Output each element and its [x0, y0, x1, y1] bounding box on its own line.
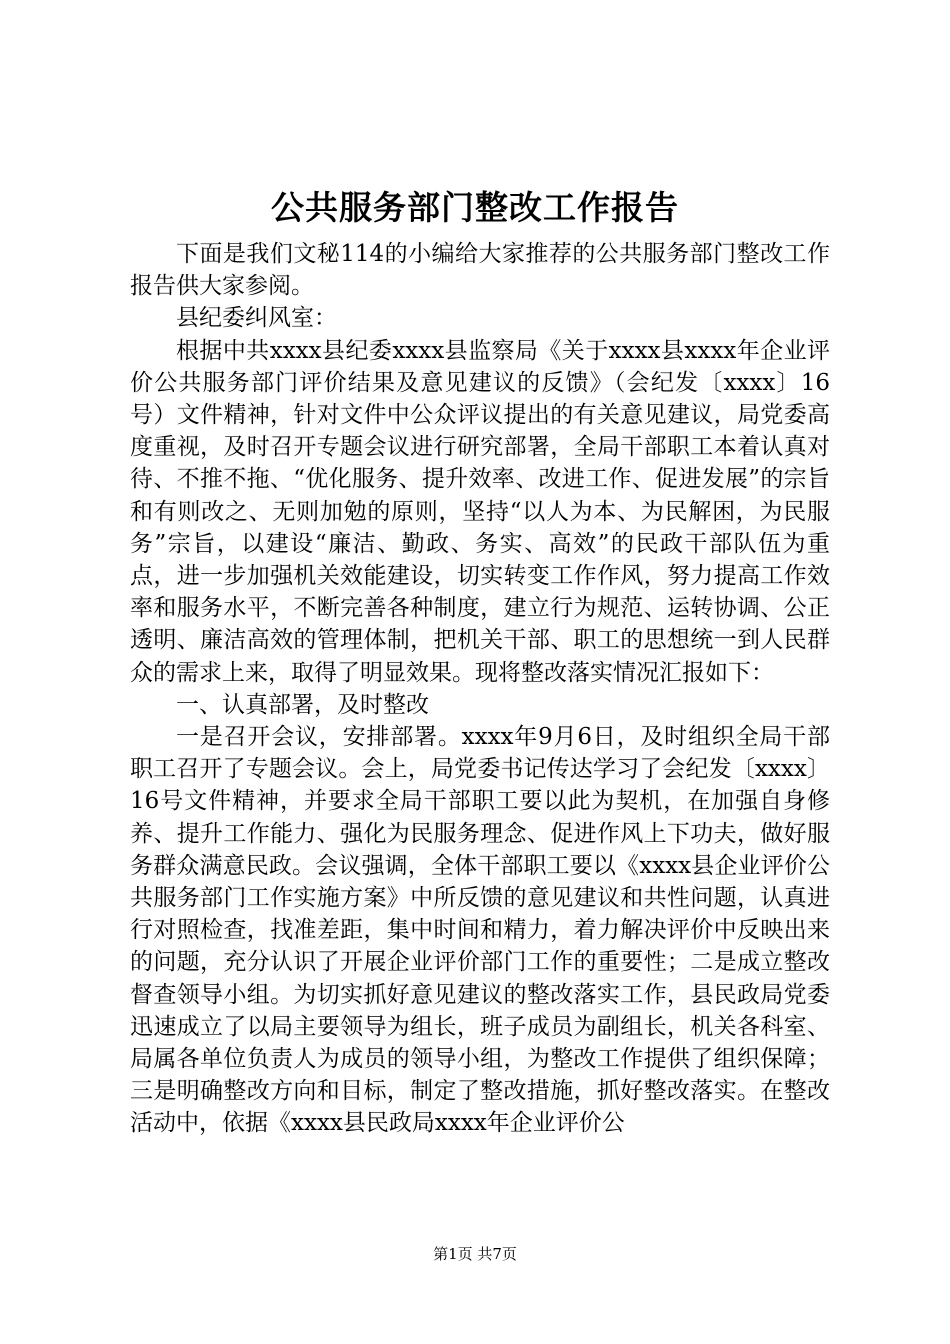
background-paragraph: 根据中共xxxx县纪委xxxx县监察局《关于xxxx县xxxx年企业评价公共服务部门评价结果及意见建议的反馈》（会纪发〔xxxx〕16号）文件精神，针对文件中公众评议提出的有关意见建议，局党委高度重视，及时召开专题会议进行研究部署，全局干部职工本着认真对待、不推不拖、“优化服务、提升效率、改进工作、促进发展”的宗旨和有则改之、无则加勉的原则，坚持“以人为本、为民解困，为民服务”宗旨，以建设“廉洁、勤政、务实、高效”的民政干部队伍为重点，进一步加强机关效能建设，切实转变工作作风，努力提高工作效率和服务水平，不断完善各种制度，建立行为规范、运转协调、公正透明、廉洁高效的管理体制，把机关干部、职工的思想统一到人民群众的需求上来，取得了明显效果。现将整改落实情况汇报如下： [130, 337, 830, 686]
intro-paragraph: 下面是我们文秘114的小编给大家推荐的公共服务部门整改工作报告供大家参阅。 [130, 241, 830, 300]
salutation-paragraph: 县纪委纠风室： [176, 305, 337, 332]
document-title: 公共服务部门整改工作报告 [271, 188, 679, 227]
document-body [130, 238, 830, 1140]
section-paragraph: 一是召开会议，安排部署。xxxx年9月6日，及时组织全局干部职工召开了专题会议。会上，局党委书记传达学习了会纪发〔xxxx〕16号文件精神，并要求全局干部职工要以此为契机，在加强自身修养、提升工作能力、强化为民服务理念、促进作风上下功夫，做好服务群众满意民政。会议强调，全体干部职工要以《xxxx县企业评价公共服务部门工作实施方案》中所反馈的意见建议和共性问题，认真进行对照检查，找准差距，集中时间和精力，着力解决评价中反映出来的问题，充分认识了开展企业评价部门工作的重要性；二是成立整改督查领导小组。为切实抓好意见建议的整改落实工作，县民政局党委迅速成立了以局主要领导为组长，班子成员为副组长，机关各科室、局属各单位负责人为成员的领导小组，为整改工作提供了组织保障；三是明确整改方向和目标，制定了整改措施，抓好整改落实。在整改活动中，依据《xxxx县民政局xxxx年企业评价公 [130, 724, 830, 1137]
page-number-footer: 第1页 共7页 [433, 1245, 517, 1263]
section-heading: 一、认真部署，及时整改 [176, 691, 429, 718]
